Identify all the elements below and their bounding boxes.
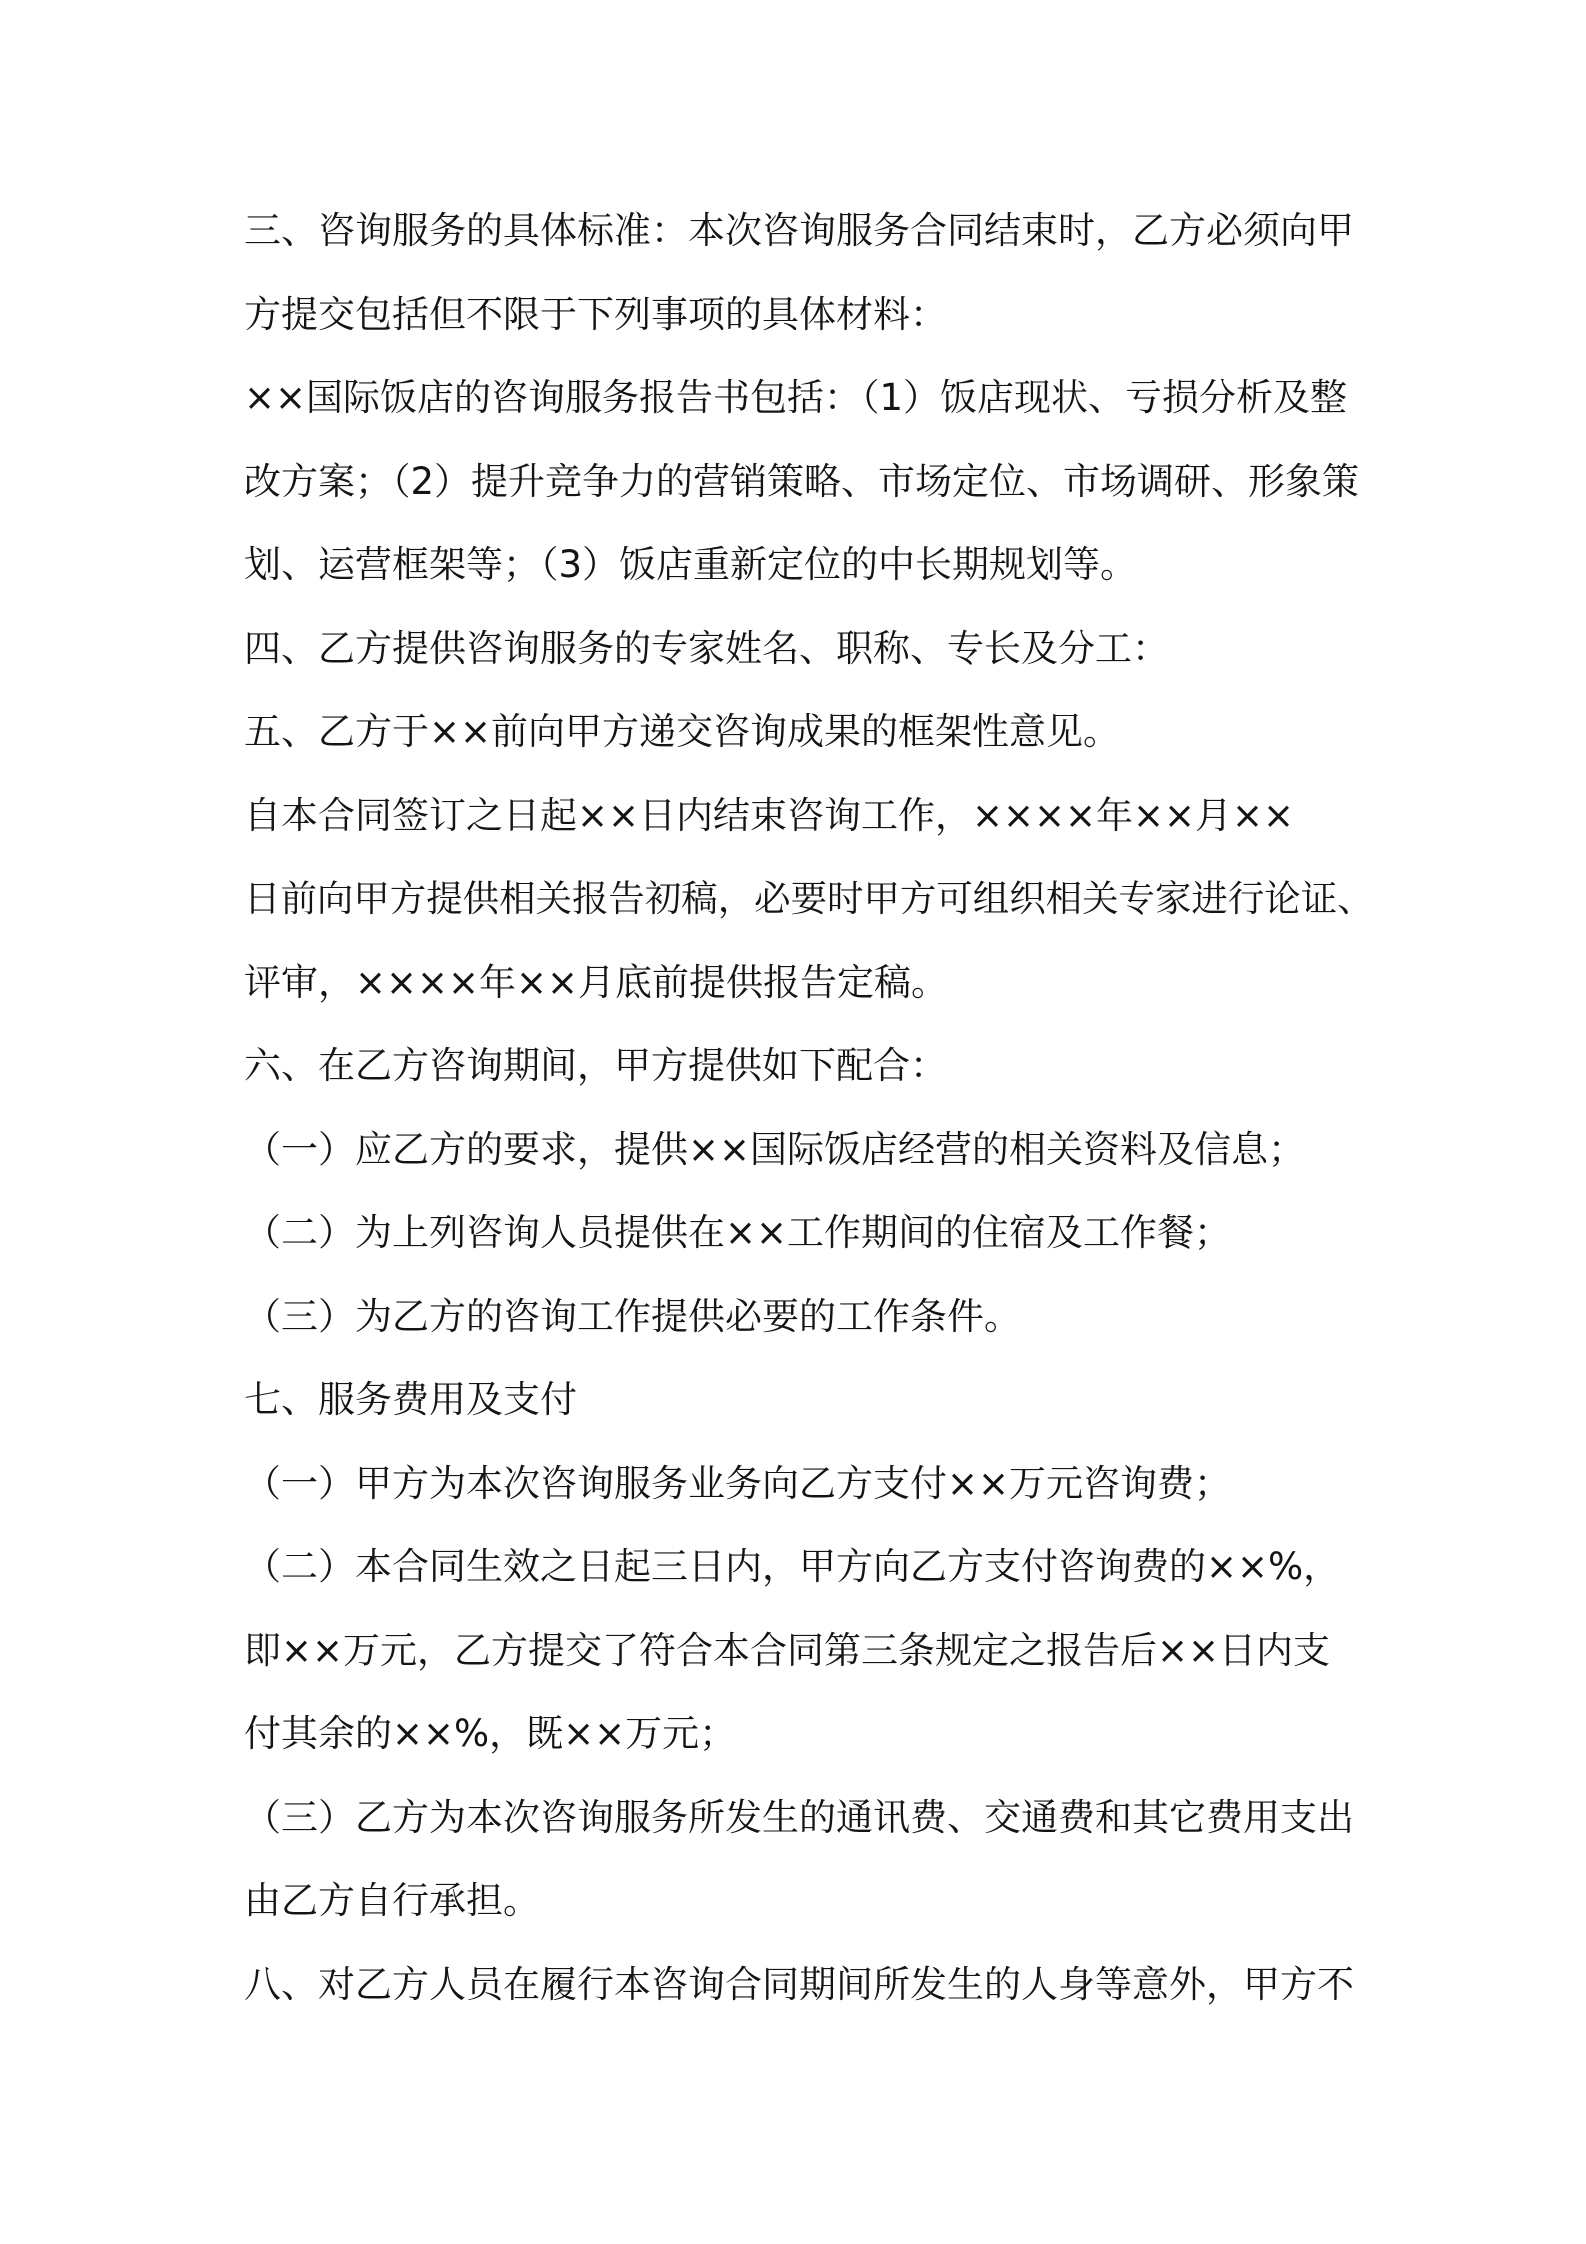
report-contents-text: 改方案；（2）提升竞争力的营销策略、市场定位、市场调研、形象策 <box>244 459 1360 503</box>
report-contents-text: 划、运营框架等；（3）饭店重新定位的中长期规划等。 <box>244 543 1138 586</box>
section-7-item-2-cont: 即××万元，乙方提交了符合本合同第三条规定之报告后××日内支 <box>244 1628 1331 1672</box>
section-3-text: 方提交包括但不限于下列事项的具体材料： <box>244 292 947 336</box>
section-7-item-3-cont: 由乙方自行承担。 <box>244 1879 540 1922</box>
schedule-text: 评审，××××年××月底前提供报告定稿。 <box>244 960 949 1004</box>
section-6-item-1: （一）应乙方的要求，提供××国际饭店经营的相关资料及信息； <box>244 1127 1306 1171</box>
section-5-heading: 五、乙方于××前向甲方递交咨询成果的框架性意见。 <box>244 710 1121 753</box>
section-8-heading: 八、对乙方人员在履行本咨询合同期间所发生的人身等意外，甲方不 <box>244 1962 1354 2006</box>
section-6-item-2: （二）为上列咨询人员提供在××工作期间的住宿及工作餐； <box>244 1211 1232 1254</box>
section-7-heading: 七、服务费用及支付 <box>244 1378 577 1421</box>
report-contents-text: ××国际饭店的咨询服务报告书包括：（1）饭店现状、亏损分析及整 <box>244 376 1348 419</box>
section-4-heading: 四、乙方提供咨询服务的专家姓名、职称、专长及分工： <box>244 626 1169 670</box>
section-7-item-3: （三）乙方为本次咨询服务所发生的通讯费、交通费和其它费用支出 <box>244 1795 1354 1839</box>
section-7-item-2-cont: 付其余的××%，既××万元； <box>244 1712 737 1755</box>
section-3-heading: 三、咨询服务的具体标准：本次咨询服务合同结束时，乙方必须向甲 <box>244 209 1354 252</box>
schedule-text: 日前向甲方提供相关报告初稿，必要时甲方可组织相关专家进行论证、 <box>244 877 1374 920</box>
schedule-text: 自本合同签订之日起××日内结束咨询工作，××××年××月×× <box>244 793 1295 837</box>
document-body <box>244 200 1374 2037</box>
section-7-item-2: （二）本合同生效之日起三日内，甲方向乙方支付咨询费的××%， <box>244 1545 1341 1588</box>
section-6-heading: 六、在乙方咨询期间，甲方提供如下配合： <box>244 1044 947 1087</box>
section-6-item-3: （三）为乙方的咨询工作提供必要的工作条件。 <box>244 1294 1021 1338</box>
section-7-item-1: （一）甲方为本次咨询服务业务向乙方支付××万元咨询费； <box>244 1461 1232 1505</box>
